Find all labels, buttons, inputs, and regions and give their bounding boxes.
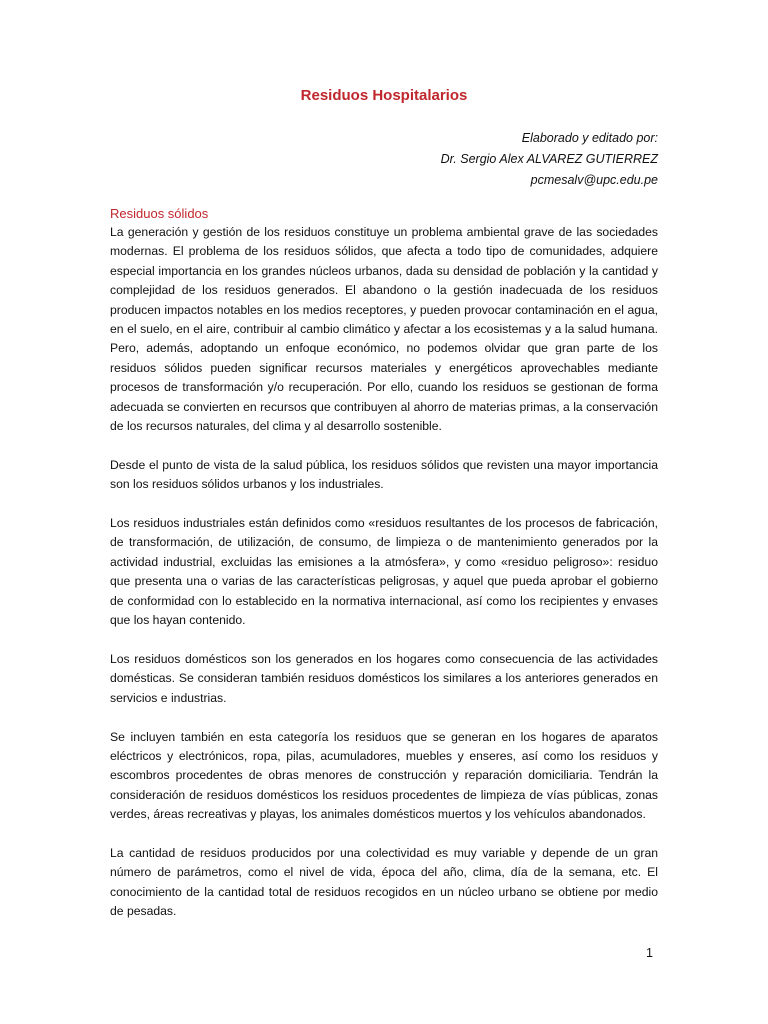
paragraph: La cantidad de residuos producidos por una colectividad es muy variable y depende de un gran número de parámetros, como el nivel de vida, época del año, clima, día de la semana, etc. El conocimiento de la cantidad total de residuos recogidos en un núcleo urbano se obtiene por medio de pesadas. (110, 845, 658, 919)
byline (258, 128, 658, 191)
document-body (110, 204, 658, 941)
page-number: 1 (646, 946, 653, 960)
byline-author: Dr. Sergio Alex ALVAREZ GUTIERREZ (440, 152, 658, 166)
byline-email: pcmesalv@upc.edu.pe (530, 173, 658, 187)
paragraph: La generación y gestión de los residuos constituye un problema ambiental grave de las sociedades modernas. El problema de los residuos sólidos, que afecta a todo tipo de comunidades, adquiere especial importancia en los grandes núcleos urbanos, dada su densidad de población y la cantidad y complejidad de los residuos generados. El abandono o la gestión inadecuada de los residuos producen impactos notables en los medios receptores, y pueden provocar contaminación en el agua, en el suelo, en el aire, contribuir al cambio climático y afectar a los ecosistemas y a la salud humana. Pero, además, adoptando un enfoque económico, no podemos olvidar que gran parte de los residuos sólidos pueden significar recursos materiales y energéticos aprovechables mediante procesos de transformación y/o recuperación. Por ello, cuando los residuos se gestionan de forma adecuada se convierten en recursos que contribuyen al ahorro de materias primas, a la conservación de los recursos naturales, del clima y al desarrollo sostenible. (110, 225, 658, 434)
section-heading: Residuos sólidos (110, 206, 209, 221)
byline-edited-by: Elaborado y editado por: (521, 131, 658, 145)
paragraph: Se incluyen también en esta categoría los residuos que se generan en los hogares de aparatos eléctricos y electrónicos, ropa, pilas, acumuladores, muebles y enseres, así como los residuos y escombros procedentes de obras menores de construcción y reparación domiciliaria. Tendrán la consideración de residuos domésticos los residuos procedentes de limpieza de vías públicas, zonas verdes, áreas recreativas y playas, los animales domésticos muertos y los vehículos abandonados. (110, 729, 658, 822)
paragraph: Desde el punto de vista de la salud pública, los residuos sólidos que revisten una mayor importancia son los residuos sólidos urbanos y los industriales. (110, 457, 658, 492)
paragraph: Los residuos industriales están definidos como «residuos resultantes de los procesos de fabricación, de transformación, de utilización, de consumo, de limpieza o de mantenimiento generados por la actividad industrial, excluidas las emisiones a la atmósfera», y como «residuo peligroso»: residuo que presenta una o varias de las características peligrosas, y aquel que pueda aprobar el gobierno de conformidad con lo establecido en la normativa internacional, así como los recipientes y envases que los hayan contenido. (110, 516, 658, 628)
paragraph: Los residuos domésticos son los generados en los hogares como consecuencia de las actividades domésticas. Se consideran también residuos domésticos los similares a los anteriores generados en servicios e industrias. (110, 651, 658, 705)
document-title: Residuos Hospitalarios (300, 87, 468, 104)
